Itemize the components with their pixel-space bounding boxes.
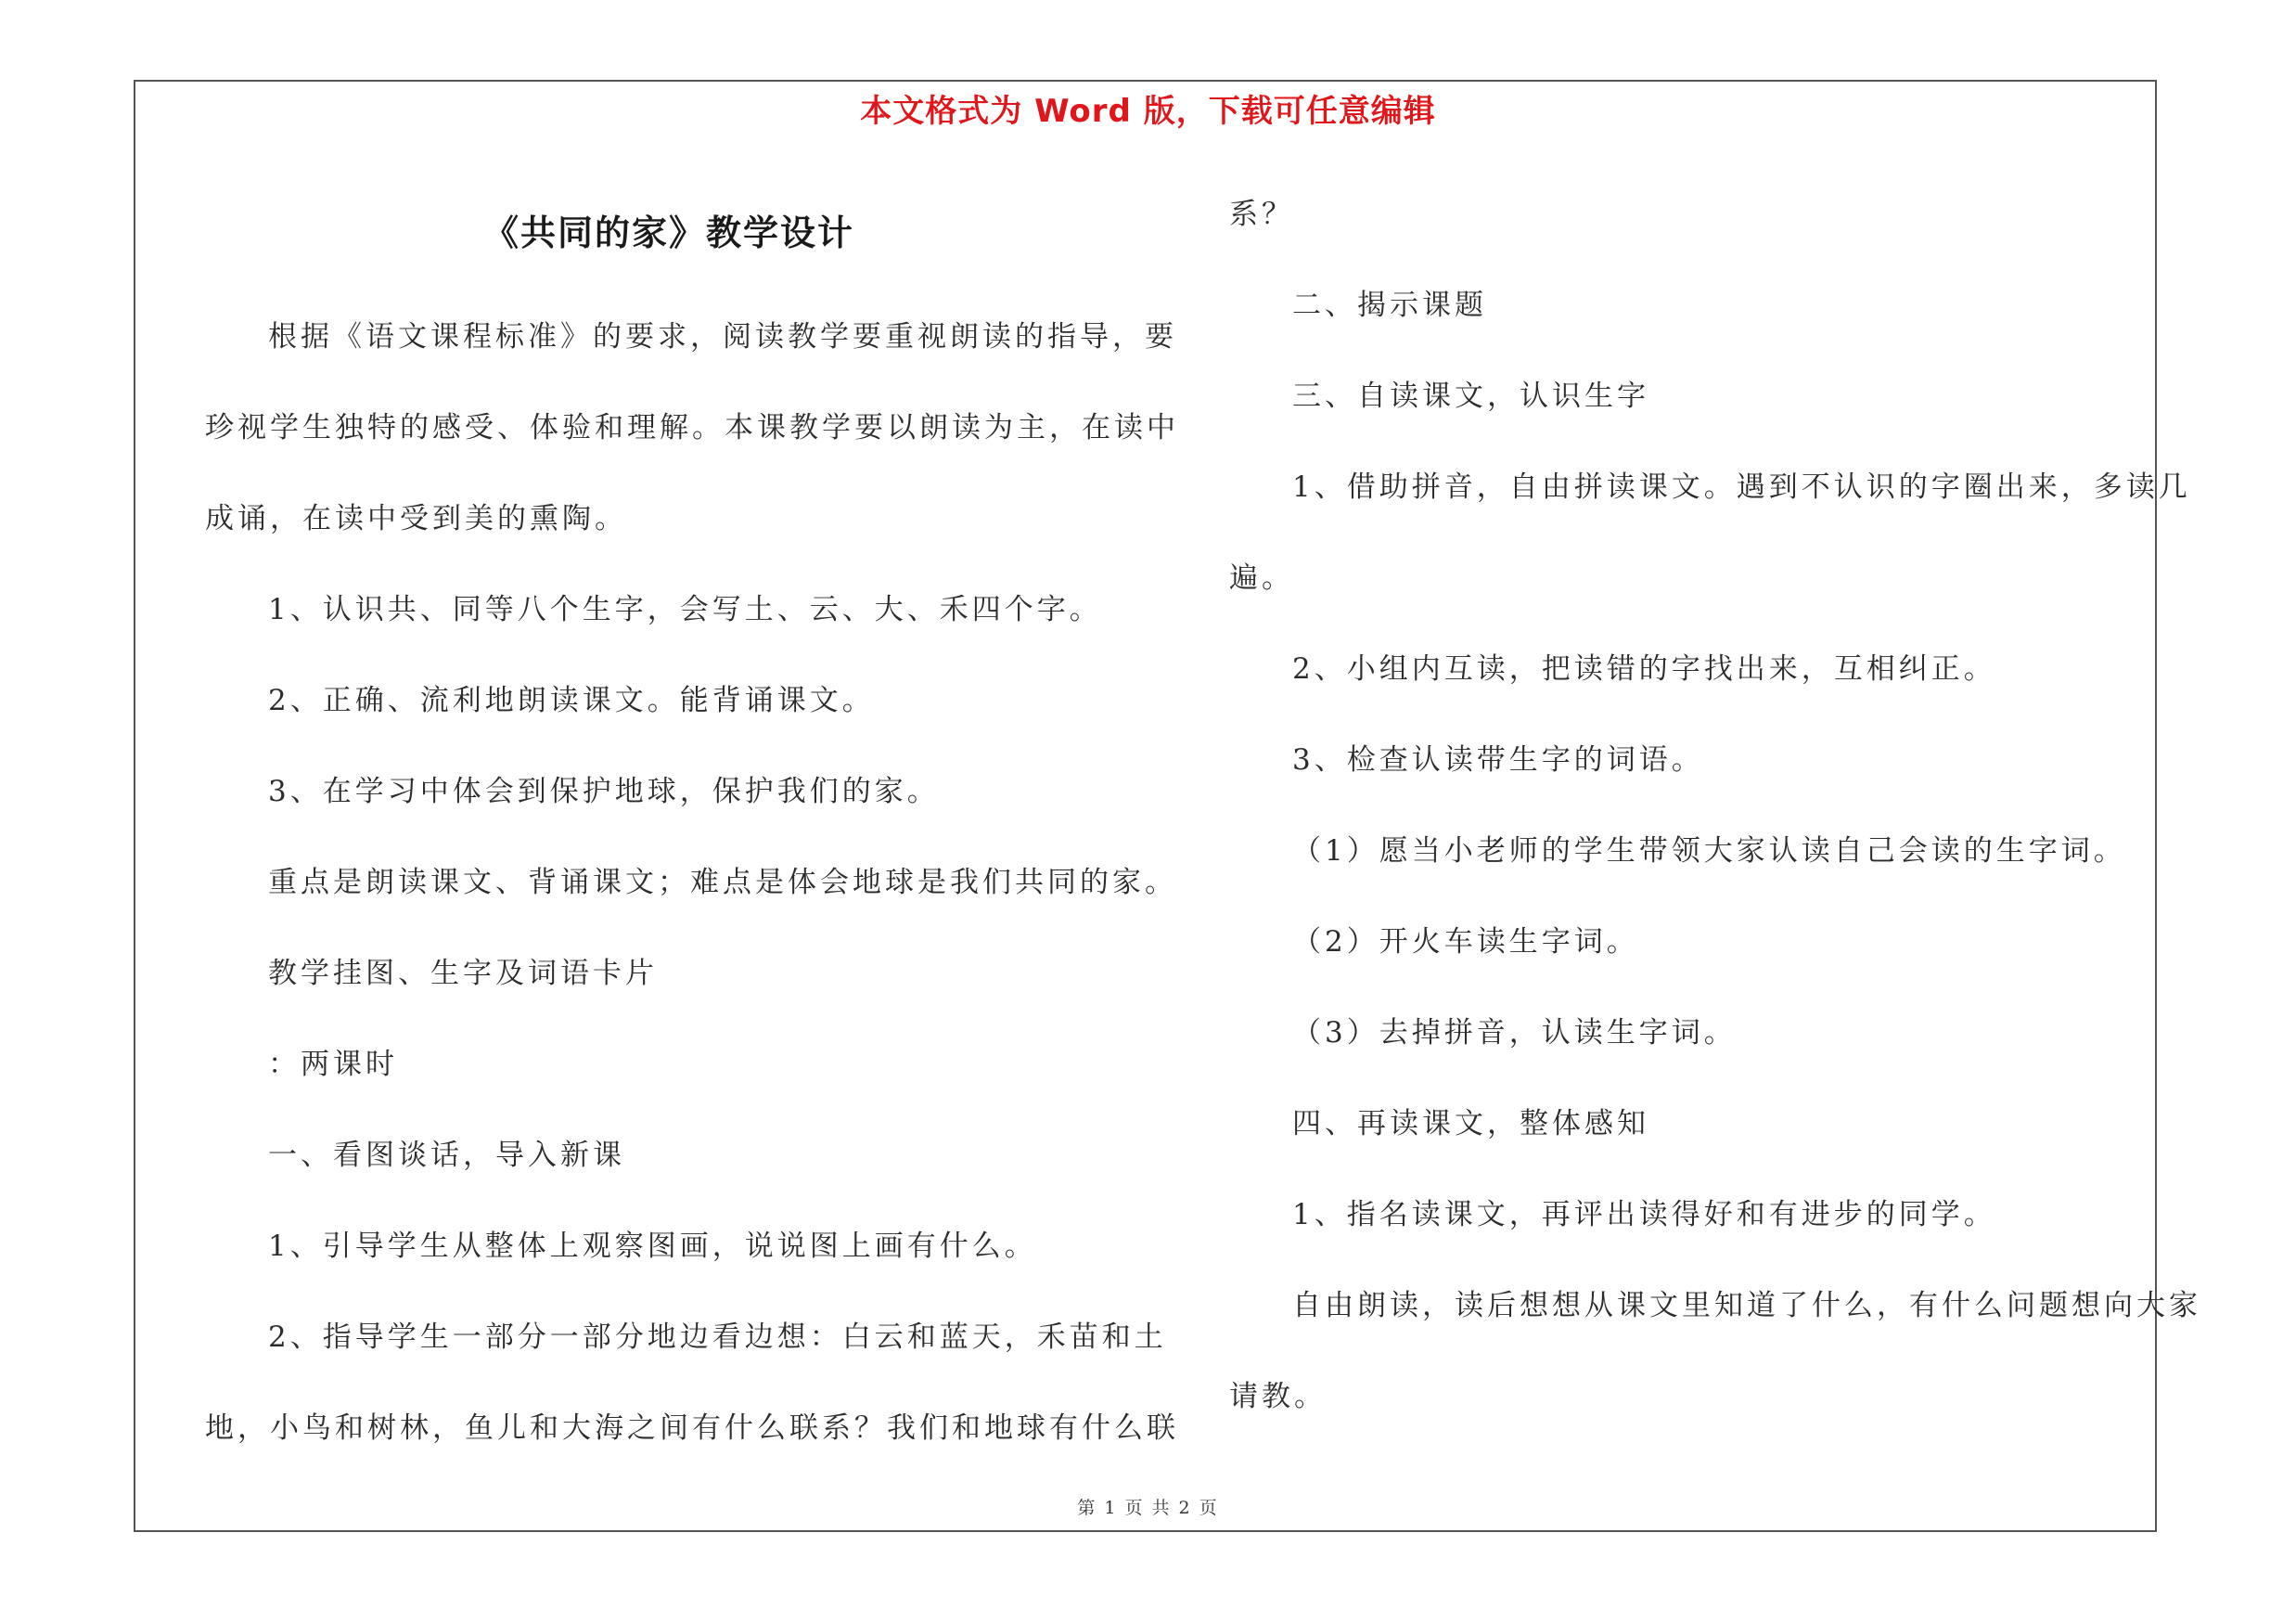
left-paragraph-6: 3、在学习中体会到保护地球，保护我们的家。 [268,775,940,808]
left-paragraph-10: 一、看图谈话，导入新课 [268,1139,625,1172]
left-paragraph-11: 1、引导学生从整体上观察图画，说说图上画有什么。 [268,1230,1037,1263]
right-paragraph-11: 四、再读课文，整体感知 [1292,1107,1649,1140]
right-paragraph-1: 系？ [1229,198,1294,231]
word-format-banner: 本文格式为 Word 版，下载可任意编辑 [860,93,1436,130]
right-paragraph-4: 1、借助拼音，自由拼读课文。遇到不认识的字圈出来，多读几 [1292,470,2191,504]
left-paragraph-5: 2、正确、流利地朗读课文。能背诵课文。 [268,684,875,717]
left-paragraph-2: 珍视学生独特的感受、体验和理解。本课教学要以朗读为主，在读中 [205,411,1179,444]
left-paragraph-12: 2、指导学生一部分一部分地边看边想：白云和蓝天，禾苗和土 [268,1320,1167,1354]
page-number-footer: 第 1 页 共 2 页 [1077,1498,1219,1518]
right-paragraph-10: （3）去掉拼音，认读生字词。 [1292,1016,1737,1050]
left-paragraph-3: 成诵，在读中受到美的熏陶。 [205,502,627,535]
right-paragraph-13: 自由朗读，读后想想从课文里知道了什么，有什么问题想向大家 [1292,1289,2201,1322]
left-paragraph-8: 教学挂图、生字及词语卡片 [268,957,658,990]
left-paragraph-7: 重点是朗读课文、背诵课文；难点是体会地球是我们共同的家。 [268,866,1177,899]
right-paragraph-3: 三、自读课文，认识生字 [1292,380,1649,413]
document-title: 《共同的家》教学设计 [482,213,854,253]
left-paragraph-9: ：两课时 [268,1048,398,1081]
left-paragraph-4: 1、认识共、同等八个生字，会写土、云、大、禾四个字。 [268,593,1102,626]
right-paragraph-14: 请教。 [1229,1380,1327,1413]
right-paragraph-7: 3、检查认读带生字的词语。 [1292,743,1704,777]
right-paragraph-2: 二、揭示课题 [1292,289,1487,322]
right-paragraph-6: 2、小组内互读，把读错的字找出来，互相纠正。 [1292,652,1996,686]
right-paragraph-9: （2）开火车读生字词。 [1292,925,1639,959]
left-paragraph-1: 根据《语文课程标准》的要求，阅读教学要重视朗读的指导，要 [268,320,1177,354]
right-paragraph-8: （1）愿当小老师的学生带领大家认读自己会读的生字词。 [1292,834,2126,868]
right-paragraph-5: 遍。 [1229,561,1294,595]
left-paragraph-13: 地，小鸟和树林，鱼儿和大海之间有什么联系？我们和地球有什么联 [205,1411,1179,1445]
right-paragraph-12: 1、指名读课文，再评出读得好和有进步的同学。 [1292,1198,1996,1231]
